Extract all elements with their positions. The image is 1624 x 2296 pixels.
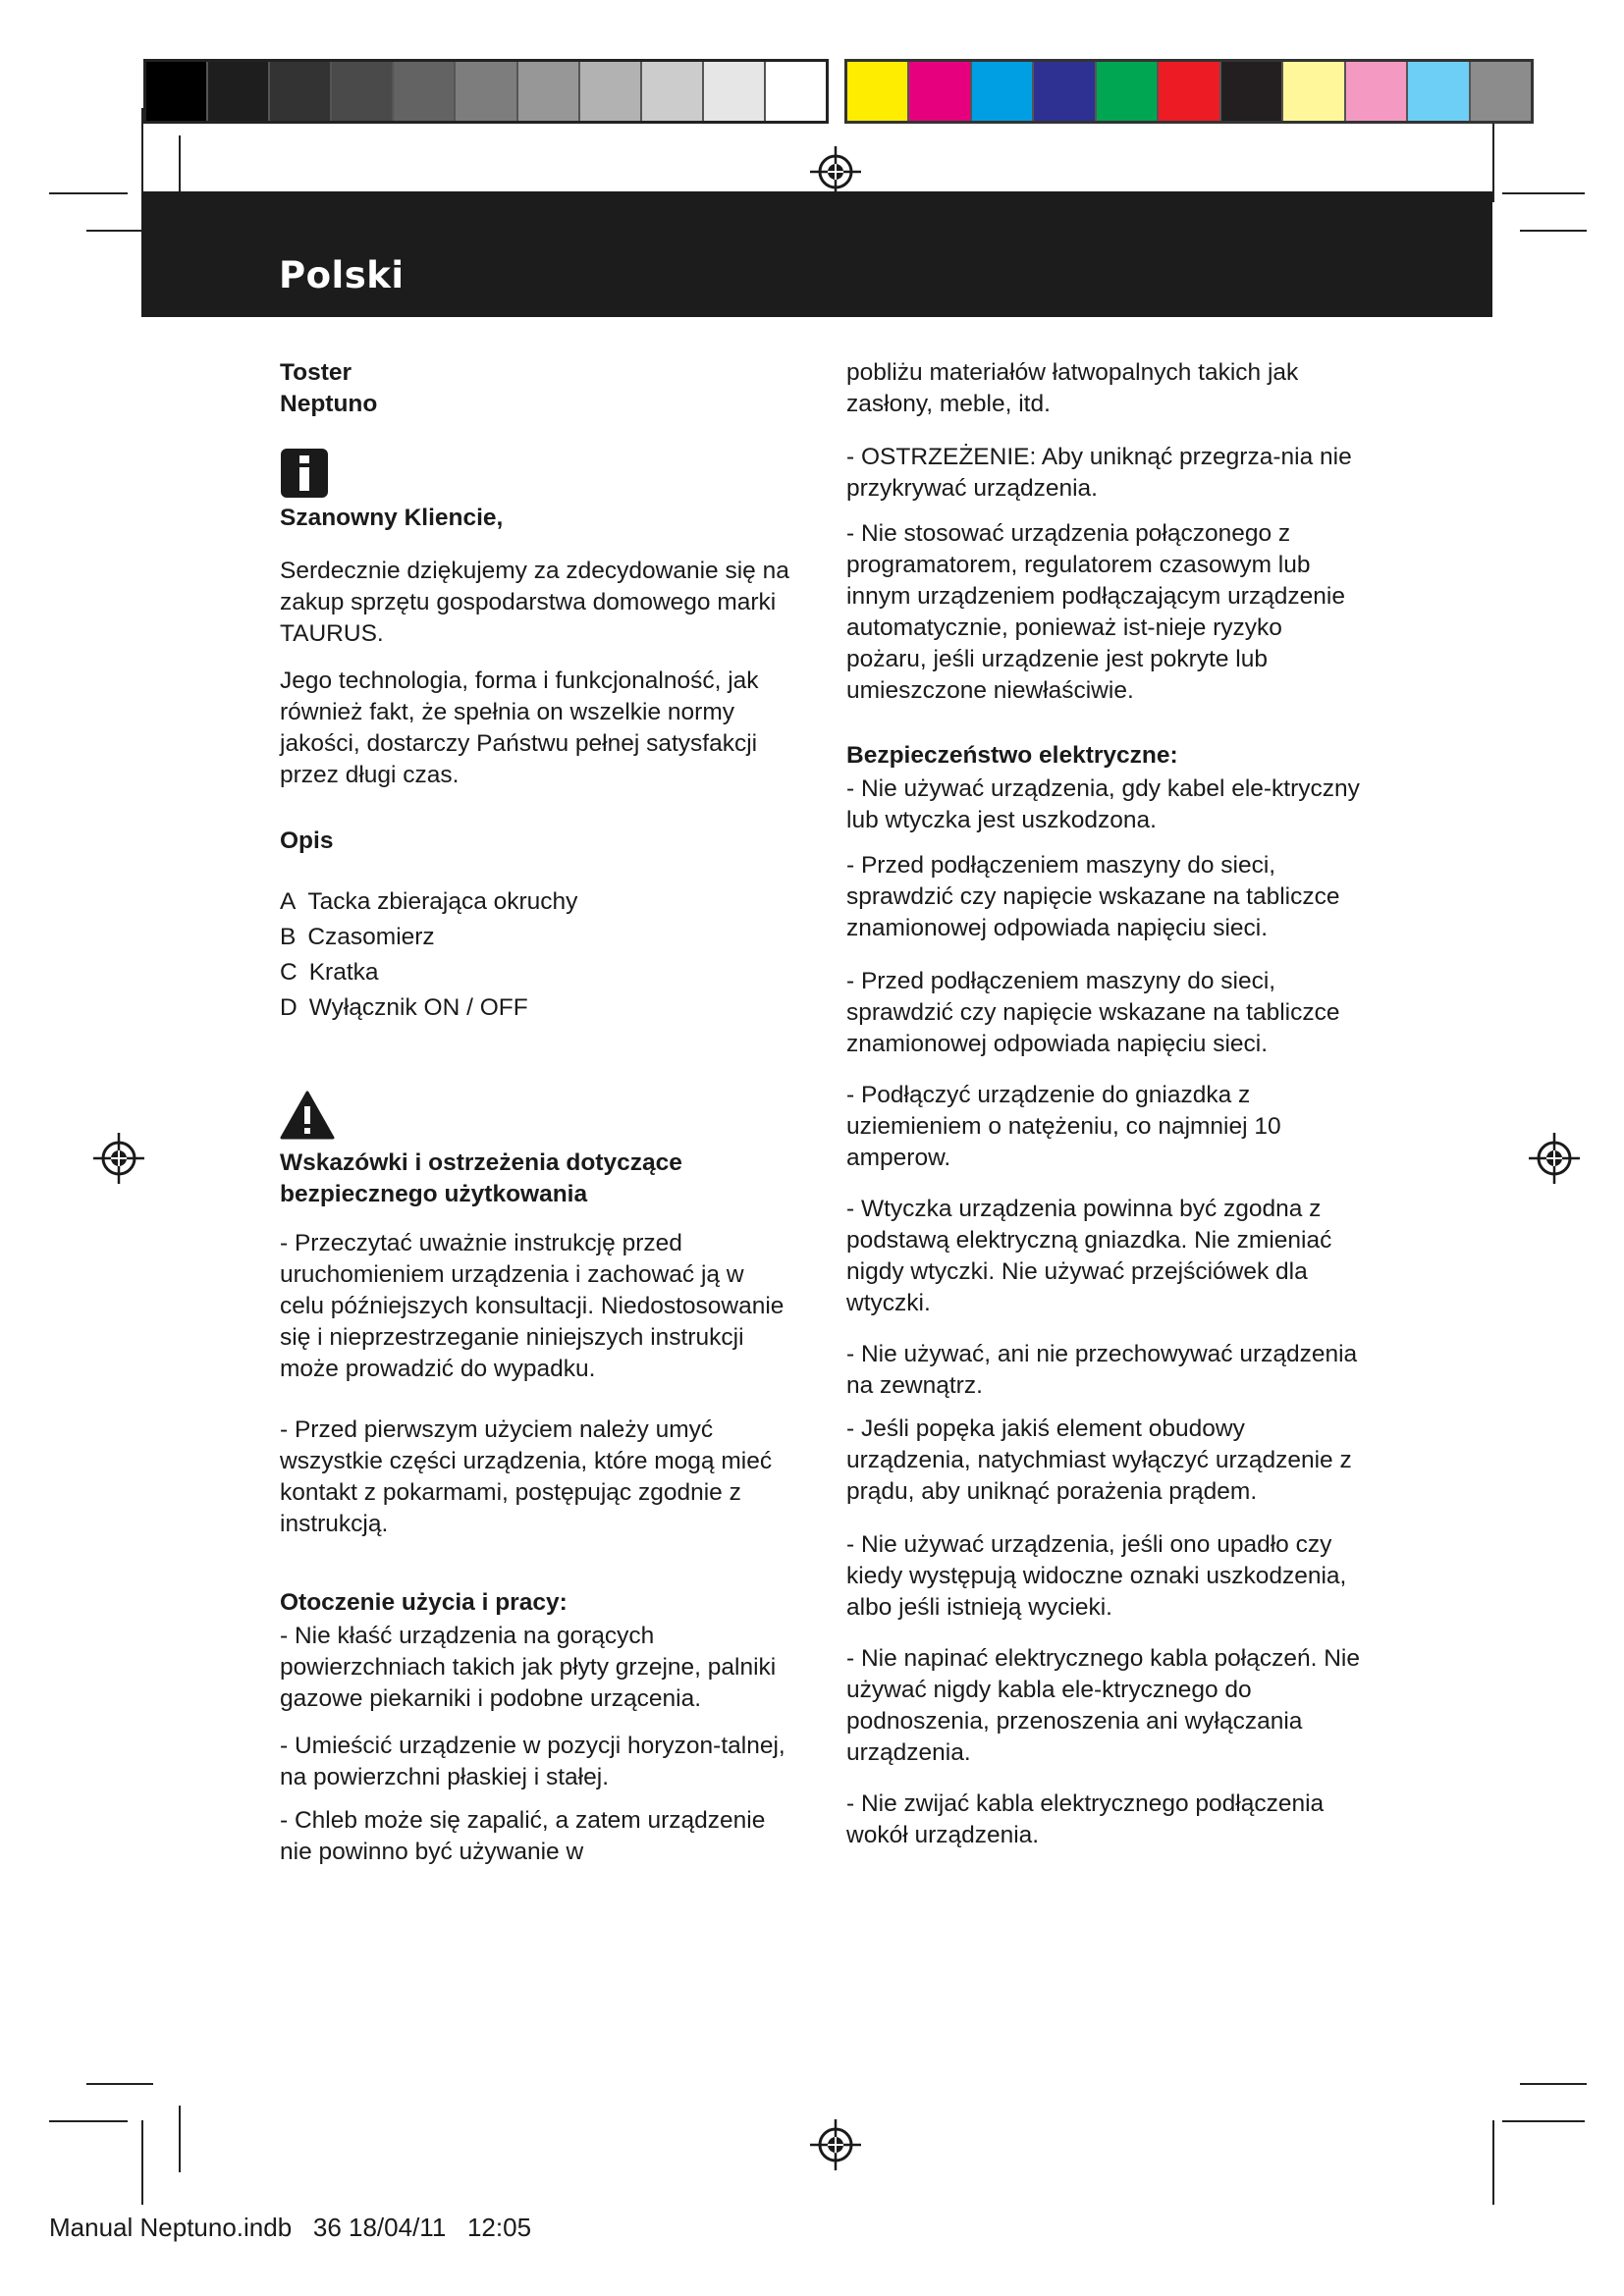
part-letter: A [280,888,297,915]
color-swatch [1471,62,1531,121]
crop-mark [141,2120,143,2205]
electrical-paragraph-1: - Nie używać urządzenia, gdy kabel ele-ktryczny lub wtyczka jest uszkodzona. [846,775,1360,833]
crop-mark [49,2120,128,2122]
environment-paragraph-2: - Umieścić urządzenie w pozycji horyzon-talnej, na powierzchni płaskiej i stałej. [280,1733,785,1790]
safety-paragraph-1: - Przeczytać uważnie instrukcję przed uruchomieniem urządzenia i zachować ją w celu późniejszych konsultacji. Niedostosowanie się i nieprzestrzeganie niniejszych instrukcji może prowadzić do wypadku. [280,1230,785,1382]
crop-mark [1492,124,1494,202]
color-swatch [1346,62,1408,121]
slug-page: 36 [312,2213,342,2242]
warning-icon [280,1091,335,1140]
color-swatch [1097,62,1159,121]
electrical-safety-heading: Bezpieczeństwo elektryczne: [846,742,1178,769]
electrical-paragraph-7: - Jeśli popęka jakiś element obudowy urządzenia, natychmiast wyłączyć urządzenie z prądu, aby uniknąć porażenia prądem. [846,1415,1352,1505]
color-swatch [972,62,1034,121]
description-heading: Opis [280,828,334,854]
registration-mark-icon [91,1131,146,1186]
environment-paragraph-3-continued: pobliżu materiałów łatwopalnych takich jak zasłony, meble, itd. [846,359,1299,417]
crop-mark [141,108,143,192]
language-header-bar [141,191,1492,317]
color-swatch [909,62,971,121]
part-label: Czasomierz [307,924,435,950]
greeting: Szanowny Kliencie, [280,505,504,531]
warning-paragraph-1: - OSTRZEŻENIE: Aby uniknąć przegrza-nia nie przykrywać urządzenia. [846,444,1352,502]
electrical-paragraph-9: - Nie napinać elektrycznego kabla połączeń. Nie używać nigdy kabla ele-ktrycznego do podnoszenia, przenoszenia ani wyłączania urządzenia. [846,1645,1360,1766]
electrical-paragraph-6: - Nie używać, ani nie przechowywać urządzenia na zewnątrz. [846,1341,1358,1399]
registration-mark-icon [1527,1131,1582,1186]
grayscale-calibration-strip [143,59,829,124]
crop-mark [1502,2120,1585,2122]
parts-list [280,886,790,1024]
gray-swatch [518,62,580,121]
color-swatch [1159,62,1220,121]
info-icon [280,448,329,499]
crop-mark [1520,2083,1587,2085]
color-swatch [1283,62,1345,121]
part-letter: B [280,924,297,950]
slug-date: 18/04/11 [349,2213,447,2242]
crop-mark [1520,230,1587,232]
electrical-paragraph-8: - Nie używać urządzenia, jeśli ono upadło czy kiedy występują widoczne oznaki uszkodzenia, albo jeśli istnieją wycieki. [846,1531,1347,1621]
electrical-paragraph-3: - Przed podłączeniem maszyny do sieci, sprawdzić czy napięcie wskazane na tabliczce znamionowej odpowiada napięciu sieci. [846,968,1340,1057]
intro-paragraph-1: Serdecznie dziękujemy za zdecydowanie się na zakup sprzętu gospodarstwa domowego marki TAURUS. [280,558,789,647]
gray-swatch [766,62,826,121]
crop-mark [86,2083,153,2085]
slug-file: Manual Neptuno.indb [49,2213,293,2242]
gray-swatch [704,62,766,121]
left-column [280,357,790,1868]
list-item [280,992,790,1024]
product-name: Toster [280,359,352,386]
color-swatch [847,62,909,121]
warning-paragraph-2: - Nie stosować urządzenia połączonego z programatorem, regulatorem czasowym lub innym urządzeniem podłączającym urządzenie automatycznie, ponieważ ist-nieje ryzyko pożaru, jeśli urządzenie jest pokryte lub umieszczone niewłaściwie. [846,520,1345,704]
safety-heading: Wskazówki i ostrzeżenia dotyczące bezpiecznego użytkowania [280,1149,682,1207]
part-letter: D [280,994,298,1021]
electrical-paragraph-5: - Wtyczka urządzenia powinna być zgodna z podstawą elektryczną gniazdka. Nie zmieniać nigdy wtyczki. Nie używać przejściówek dla wtyczki. [846,1196,1332,1316]
electrical-paragraph-10: - Nie zwijać kabla elektrycznego podłączenia wokół urządzenia. [846,1790,1325,1848]
electrical-paragraph-2: - Przed podłączeniem maszyny do sieci, sprawdzić czy napięcie wskazane na tabliczce znamionowej odpowiada napięciu sieci. [846,852,1340,941]
model-name: Neptuno [280,391,378,417]
color-swatch [1408,62,1470,121]
list-item [280,957,790,988]
gray-swatch [208,62,270,121]
part-letter: C [280,959,298,986]
crop-mark [49,192,128,194]
print-slug [49,2213,531,2243]
right-column [846,357,1362,1851]
gray-swatch [270,62,332,121]
language-title: Polski [279,254,405,296]
registration-mark-icon [808,2117,863,2172]
intro-paragraph-2: Jego technologia, forma i funkcjonalność, jak również fakt, że spełnia on wszelkie normy jakości, dostarczy Państwu pełnej satysfakcji przez długi czas. [280,667,759,788]
crop-mark [179,2106,181,2172]
part-label: Tacka zbierająca okruchy [307,888,578,915]
crop-mark [1502,192,1585,194]
gray-swatch [642,62,704,121]
slug-time: 12:05 [466,2213,532,2242]
gray-swatch [332,62,394,121]
gray-swatch [146,62,208,121]
environment-heading: Otoczenie użycia i pracy: [280,1589,568,1616]
part-label: Wyłącznik ON / OFF [308,994,528,1021]
list-item [280,922,790,953]
safety-paragraph-2: - Przed pierwszym użyciem należy umyć wszystkie części urządzenia, które mogą mieć kontakt z pokarmami, postępując zgodnie z instrukcją. [280,1416,773,1537]
list-item [280,886,790,918]
color-swatch [1221,62,1283,121]
environment-paragraph-1: - Nie kłaść urządzenia na gorących powierzchniach takich jak płyty grzejne, palniki gazowe piekarniki i podobne urzącenia. [280,1623,777,1712]
crop-mark [1492,2120,1494,2205]
environment-paragraph-3: - Chleb może się zapalić, a zatem urządzenie nie powinno być używanie w [280,1807,766,1865]
part-label: Kratka [308,959,379,986]
electrical-paragraph-4: - Podłączyć urządzenie do gniazdka z uziemieniem o natężeniu, co najmniej 10 amperow. [846,1082,1281,1171]
gray-swatch [580,62,642,121]
color-swatch [1034,62,1096,121]
gray-swatch [394,62,456,121]
gray-swatch [456,62,517,121]
color-calibration-strip [844,59,1534,124]
